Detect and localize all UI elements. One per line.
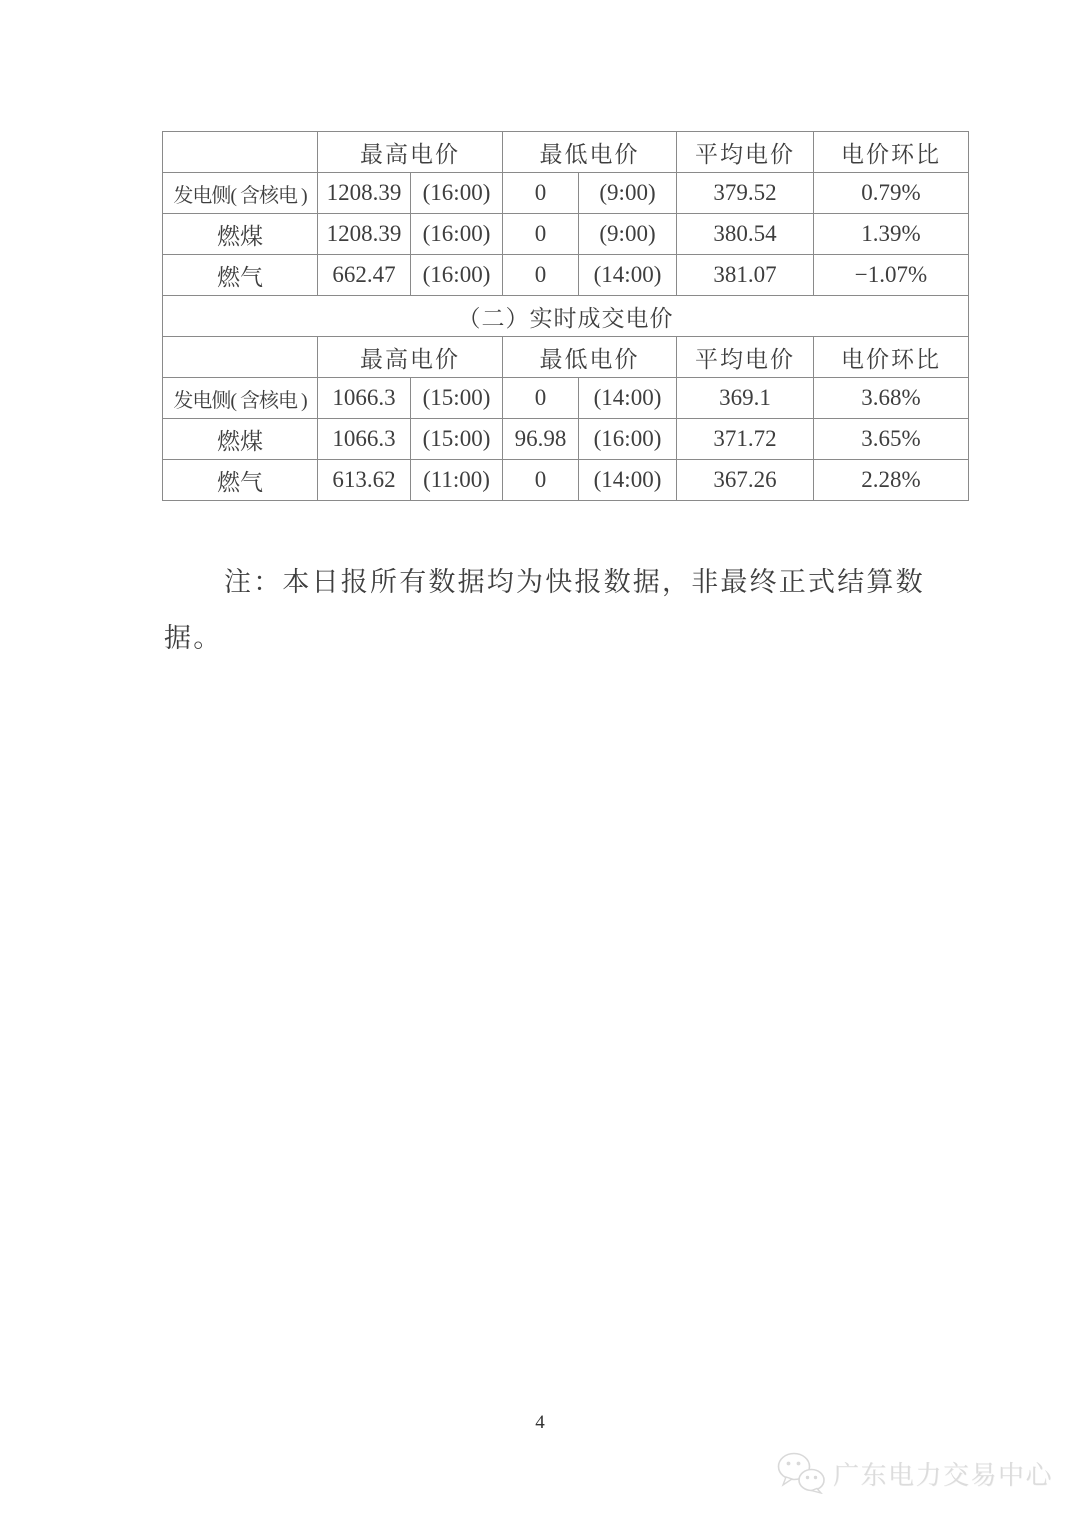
min-price-time: (16:00) (579, 419, 677, 460)
min-price-value: 0 (503, 173, 579, 214)
header-avg-price: 平均电价 (677, 132, 814, 173)
min-price-value: 0 (503, 460, 579, 501)
row-label: 燃气 (163, 255, 318, 296)
note-text-line1: 注：本日报所有数据均为快报数据，非最终正式结算数 (224, 567, 925, 597)
price-mom: −1.07% (814, 255, 969, 296)
price-mom: 3.65% (814, 419, 969, 460)
min-price-time: (14:00) (579, 378, 677, 419)
header-max-price: 最高电价 (318, 132, 503, 173)
watermark (776, 1452, 1053, 1494)
header-min-price: 最低电价 (503, 132, 677, 173)
table-row (163, 419, 969, 460)
price-mom: 1.39% (814, 214, 969, 255)
min-price-value: 96.98 (503, 419, 579, 460)
min-price-time: (14:00) (579, 460, 677, 501)
max-price-value: 1208.39 (318, 214, 411, 255)
wechat-icon (776, 1452, 826, 1494)
avg-price: 379.52 (677, 173, 814, 214)
row-label: 燃煤 (163, 419, 318, 460)
table-header-row (163, 337, 969, 378)
min-price-value: 0 (503, 255, 579, 296)
table-row (163, 255, 969, 296)
min-price-value: 0 (503, 214, 579, 255)
header-max-price: 最高电价 (318, 337, 503, 378)
row-label: 燃气 (163, 460, 318, 501)
row-label: 发电侧( 含核电 ) (163, 173, 318, 214)
table-row (163, 173, 969, 214)
header-blank-cell (163, 132, 318, 173)
row-label: 发电侧( 含核电 ) (163, 378, 318, 419)
table-row (163, 214, 969, 255)
page-number: 4 (535, 1412, 545, 1433)
max-price-time: (16:00) (411, 214, 503, 255)
price-table (162, 131, 969, 501)
avg-price: 381.07 (677, 255, 814, 296)
watermark-text: 广东电力交易中心 (833, 1460, 1054, 1490)
row-label: 燃煤 (163, 214, 318, 255)
avg-price: 369.1 (677, 378, 814, 419)
header-blank-cell (163, 337, 318, 378)
header-min-price: 最低电价 (503, 337, 677, 378)
section-title-row (163, 296, 969, 337)
table-row (163, 378, 969, 419)
note-text-line2: 据。 (164, 623, 223, 653)
max-price-time: (16:00) (411, 255, 503, 296)
price-mom: 2.28% (814, 460, 969, 501)
max-price-value: 1066.3 (318, 419, 411, 460)
header-price-mom: 电价环比 (814, 337, 969, 378)
price-mom: 0.79% (814, 173, 969, 214)
header-price-mom: 电价环比 (814, 132, 969, 173)
price-mom: 3.68% (814, 378, 969, 419)
max-price-value: 662.47 (318, 255, 411, 296)
header-avg-price: 平均电价 (677, 337, 814, 378)
section-title: （二）实时成交电价 (163, 296, 969, 337)
min-price-time: (9:00) (579, 214, 677, 255)
min-price-time: (14:00) (579, 255, 677, 296)
table-row (163, 460, 969, 501)
max-price-time: (16:00) (411, 173, 503, 214)
min-price-value: 0 (503, 378, 579, 419)
avg-price: 367.26 (677, 460, 814, 501)
max-price-value: 613.62 (318, 460, 411, 501)
max-price-time: (15:00) (411, 419, 503, 460)
max-price-time: (11:00) (411, 460, 503, 501)
min-price-time: (9:00) (579, 173, 677, 214)
table-header-row (163, 132, 969, 173)
avg-price: 371.72 (677, 419, 814, 460)
avg-price: 380.54 (677, 214, 814, 255)
max-price-value: 1208.39 (318, 173, 411, 214)
max-price-value: 1066.3 (318, 378, 411, 419)
max-price-time: (15:00) (411, 378, 503, 419)
